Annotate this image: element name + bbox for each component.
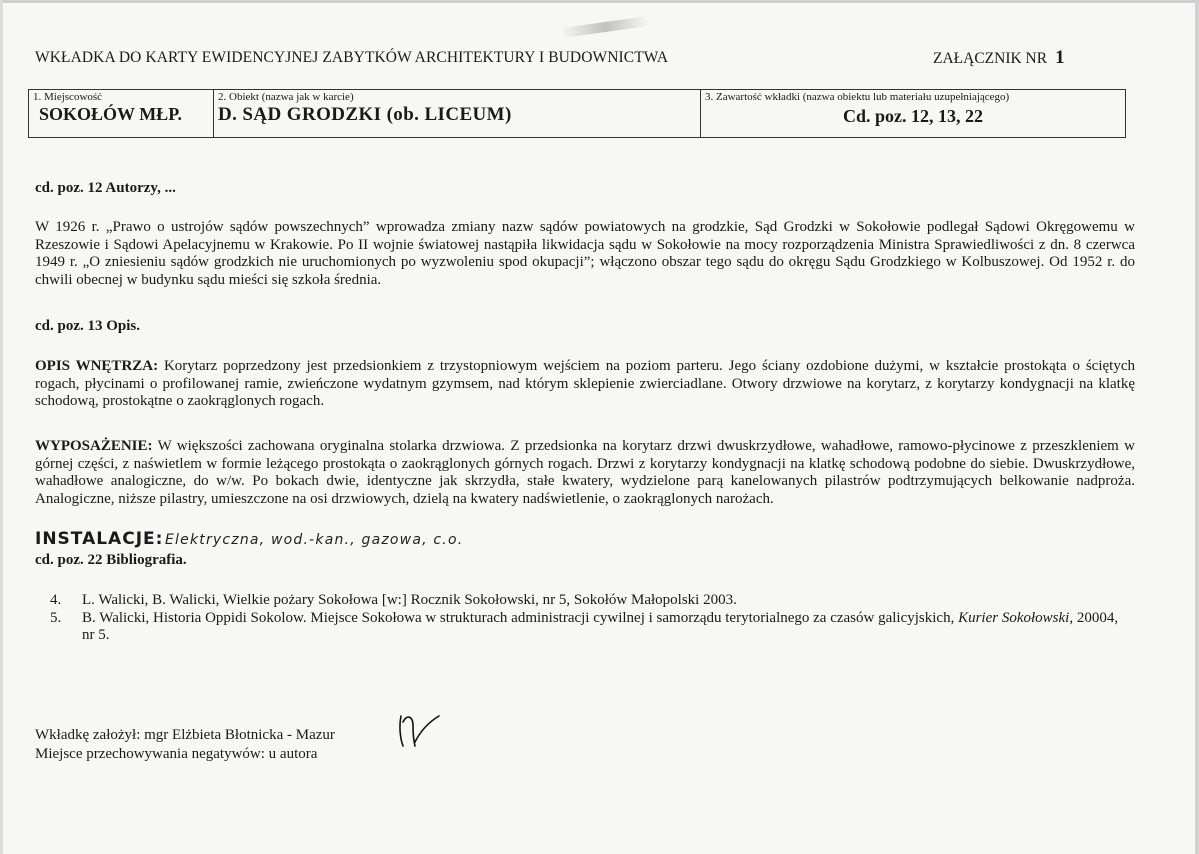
storage-line: Miejsce przechowywania negatywów: u autora xyxy=(35,746,318,762)
scan-edge-top xyxy=(0,0,1199,3)
document-title: WKŁADKA DO KARTY EWIDENCYJNEJ ZABYTKÓW ARCHITEKTURY I BUDOWNICTWA xyxy=(35,49,669,66)
section-12-heading: cd. poz. 12 Autorzy, ... xyxy=(35,180,176,196)
locality-label: 1. Miejscowość xyxy=(33,91,103,103)
scan-edge-right xyxy=(1195,0,1199,854)
locality-value: SOKOŁÓW MŁP. xyxy=(39,104,183,124)
content-label: 3. Zawartość wkładki (nazwa obiektu lub materiału uzupełniającego) xyxy=(705,91,1010,103)
bibliography-journal: Kurier Sokołowski, xyxy=(958,609,1074,626)
equipment-description xyxy=(35,438,1135,508)
bibliography-text-main: B. Walicki, Historia Oppidi Sokolow. Miejsce Sokołowa w strukturach administracji cywilnej i samorządu terytorialnego za czasów galicyjskich, xyxy=(82,609,955,626)
section-12-text: W 1926 r. „Prawo o ustrojów sądów powszechnych” wprowadza zmiany nazw sądów powiatowych na grodzkie, Sąd Grodzki w Sokołowie podlegał Sądowi Okręgowemu w Rzeszowie i Sądowi Apelacyjnemu w Krakowie. Po II wojnie światowej nastąpiła likwidacja sądu w Sokołowie na mocy rozporządzenia Ministra Sprawiedliwości z dn. 8 czerwca 1949 r. „O zniesieniu sądów grodzkich nie uruchomionych po wyzwoleniu spod okupacji”; włączono obszar tego sądu do okręgu Sądu Grodzkiego w Kolbuszowej. Od 1952 r. do chwili obecnej w budynku sądu mieści się szkoła średnia. xyxy=(35,219,1135,288)
header-form-table xyxy=(28,89,1126,138)
annex-label xyxy=(933,47,1065,69)
bibliography-list xyxy=(50,592,1130,645)
signature-mark xyxy=(395,712,445,750)
locality-cell xyxy=(29,90,214,137)
section-22-heading: cd. poz. 22 Bibliografia. xyxy=(35,552,187,568)
annex-text: ZAŁĄCZNIK NR xyxy=(933,50,1048,67)
bibliography-number: 4. xyxy=(50,592,62,608)
interior-label: OPIS WNĘTRZA: xyxy=(35,358,159,374)
scan-smudge xyxy=(560,16,651,38)
object-value: D. SĄD GRODZKI (ob. LICEUM) xyxy=(218,104,512,125)
equipment-text: W większości zachowana oryginalna stolarka drzwiowa. Z przedsionka na korytarz drzwi dwuskrzydłowe, wahadłowe, ramowo-płycinowe z przeszkleniem w górnej części, z naświetlem w formie leżącego prostokąta o zaokrąglonych górnych rogach. Drzwi z korytarzy kondygnacji na klatkę schodową podobne do siebie. Dwuskrzydłowe, wahadłowe analogiczne, do w/w. Po bokach dwie, identyczne jak skrzydła, stałe kwatery, wydzielone parą kanelowanych pilastrów podtrzymujących belkowanie nadproża. Analogiczne, niższe pilastry, umieszczone na osi drzwiowych, dzielą na kwatery nadświetlenie, o zaokrąglonych narożach. xyxy=(35,438,1136,507)
content-cell xyxy=(701,90,1125,137)
interior-text: Korytarz poprzedzony jest przedsionkiem z trzystopniowym wejściem na poziom parteru. Jego ściany ozdobione dużymi, w kształcie prostokąta o ściętych rogach, płycinami o profilowanej ramie, zwieńczone wydatnym gzymsem, nad którym sklepienie zwierciadlane. Otwory drzwiowe na korytarz, z korytarzy kondygnacji na klatkę schodową, prostokątne o zaokrąglonych rogach. xyxy=(35,358,1135,409)
annex-number: 1 xyxy=(1055,47,1065,68)
bibliography-number: 5. xyxy=(50,609,62,626)
object-cell xyxy=(214,90,701,137)
interior-description xyxy=(35,358,1135,411)
bibliography-text: L. Walicki, B. Walicki, Wielkie pożary Sokołowa [w:] Rocznik Sokołowski, nr 5, Sokołów Małopolski 2003. xyxy=(82,592,737,608)
section-13-heading: cd. poz. 13 Opis. xyxy=(35,318,141,334)
object-label: 2. Obiekt (nazwa jak w karcie) xyxy=(218,91,354,103)
bibliography-text-end: 20004, nr 5. xyxy=(82,609,1119,643)
installations-handwritten-text: Elektryczna, wod.-kan., gazowa, c.o. xyxy=(165,532,464,548)
equipment-label: WYPOSAŻENIE: xyxy=(35,438,153,454)
bibliography-item xyxy=(50,610,1130,645)
installations-label: INSTALACJE: xyxy=(35,529,164,549)
bibliography-item xyxy=(50,592,1130,610)
bibliography-text xyxy=(82,610,1130,645)
scan-edge-left xyxy=(0,0,3,854)
content-value: Cd. poz. 12, 13, 22 xyxy=(842,106,983,126)
author-line: Wkładkę założył: mgr Elżbieta Błotnicka - Mazur xyxy=(35,727,335,743)
